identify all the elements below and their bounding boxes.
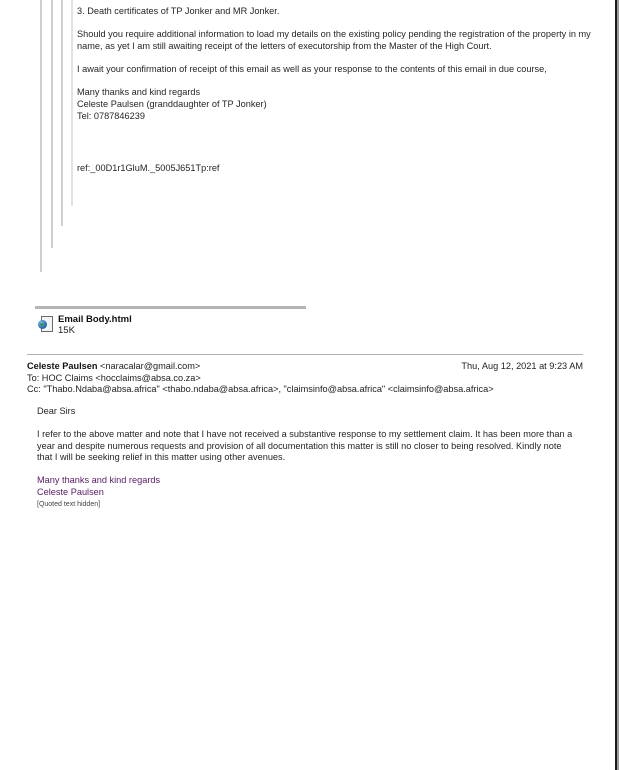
recipient-to: To: HOC Claims <hocclaims@absa.co.za> — [27, 372, 201, 383]
message-signature-name: Celeste Paulsen — [37, 486, 104, 497]
quoted-line-additional-info: Should you require additional information to load my details on the existing policy pending the registration of the property in my name, as yet I am still awaiting receipt of the letters of executorship from the Master of the High Court. — [77, 29, 591, 51]
recipient-cc: Cc: "Thabo.Ndaba@absa.africa" <thabo.ndaba@absa.africa>, "claimsinfo@absa.africa" <claimsinfo@absa.africa> — [27, 384, 494, 394]
html-document-globe-icon — [38, 316, 52, 332]
attachment[interactable] — [38, 314, 132, 336]
quote-level-bar — [40, 0, 42, 272]
attachment-size: 15K — [58, 325, 75, 336]
quoted-signature-name: Celeste Paulsen (granddaughter of TP Jonker) — [77, 99, 267, 110]
message-closing: Many thanks and kind regards — [37, 475, 161, 486]
page-edge-shadow — [617, 0, 619, 770]
message-paragraph: I refer to the above matter and note that I have not received a substantive response to my settlement claim. It has been more than a year and despite numerous requests and provision of all documentation this matter is still no closer to being resolved. Kindly note that I will be seeking relief in this matter using other avenues. — [37, 428, 573, 463]
message-header — [27, 361, 583, 396]
quoted-signature — [77, 87, 597, 122]
quote-level-bar — [61, 0, 63, 226]
quoted-ref-code: ref:_00D1r1GluM._5005J651Tp:ref — [77, 163, 220, 174]
quote-level-bar — [51, 0, 53, 248]
attachment-name[interactable]: Email Body.html — [58, 314, 132, 325]
sender-name: Celeste Paulsen — [27, 361, 98, 371]
attachment-divider — [35, 306, 306, 309]
quoted-signature-tel: Tel: 0787846239 — [77, 110, 145, 121]
sender-email: <naracalar@gmail.com> — [100, 361, 201, 371]
quoted-text-hidden-toggle[interactable]: [Quoted text hidden] — [37, 501, 101, 509]
message-divider — [27, 354, 583, 355]
message-date: Thu, Aug 12, 2021 at 9:23 AM — [461, 361, 583, 371]
sender — [27, 361, 200, 373]
quoted-line-await-confirmation: I await your confirmation of receipt of this email as well as your response to the contents of this email in due course, — [77, 64, 547, 75]
quote-level-bar — [71, 0, 73, 206]
page-edge-border — [615, 0, 617, 770]
quoted-message — [77, 6, 597, 175]
message-body — [37, 406, 577, 511]
quoted-closing: Many thanks and kind regards — [77, 87, 201, 98]
quoted-line-death-certificates: 3. Death certificates of TP Jonker and MR Jonker. — [77, 6, 280, 16]
message-greeting: Dear Sirs — [37, 406, 76, 416]
